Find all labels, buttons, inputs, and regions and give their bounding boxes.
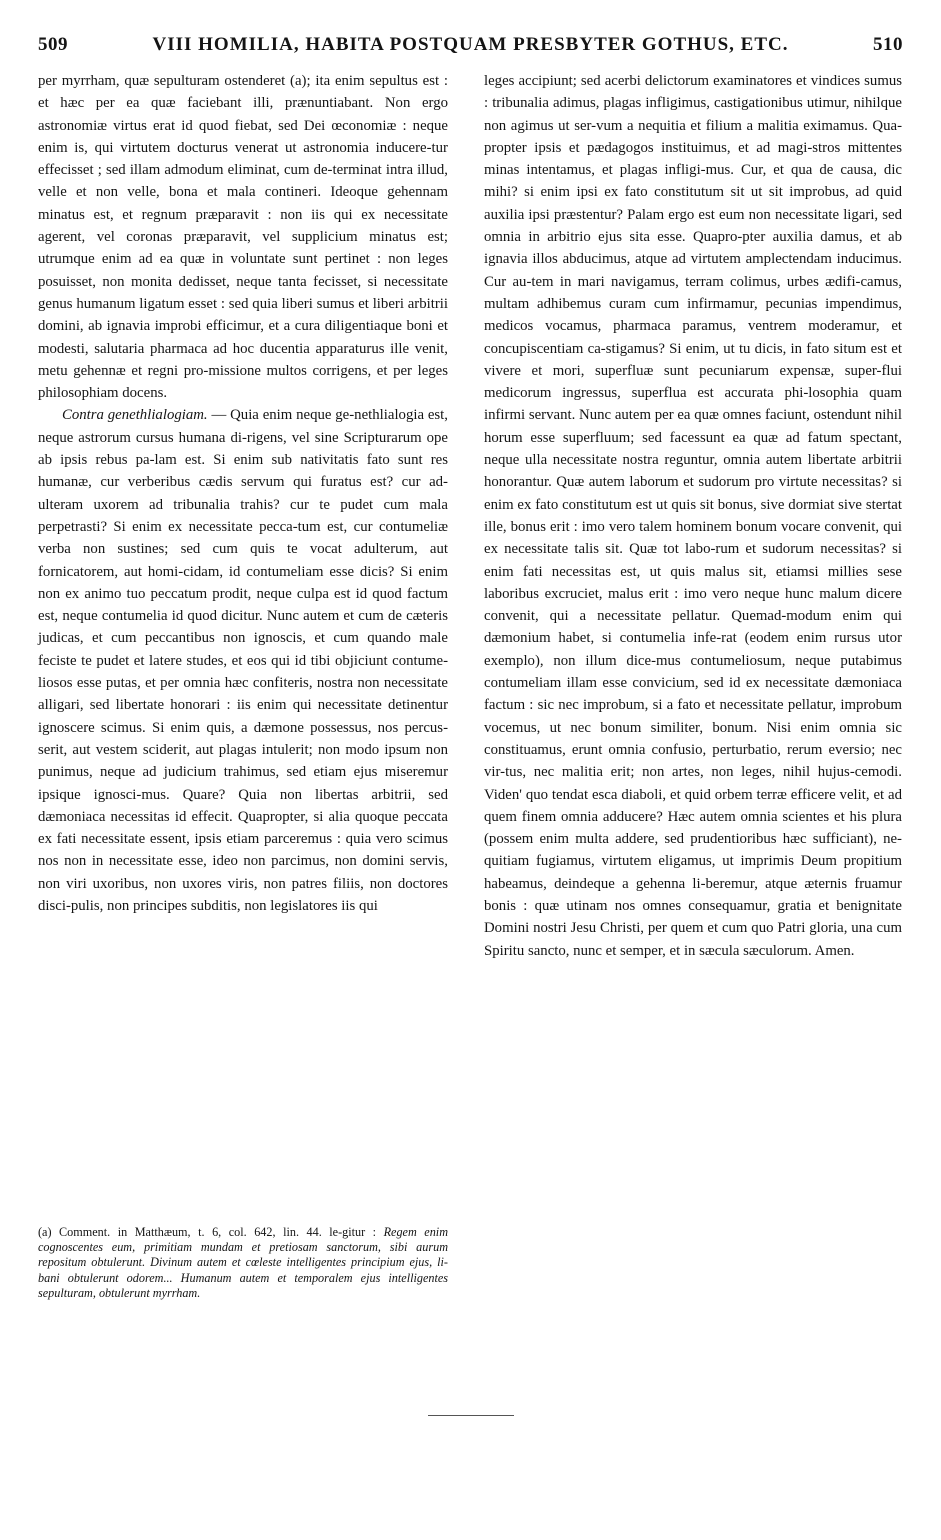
left-column: [38, 70, 448, 917]
paragraph: [38, 404, 448, 917]
paragraph: leges accipiunt; sed acerbi delictorum examinatores et vindices sumus : tribunalia adimus, plagas infligimus, castigationibus utimur, nihilque non agimus ut ser-vum a nequitia et filium a malitia eximamus. Qua-propter ipsis et pædagogos instituimus, et ad magi-stros mittentes minas intentamus, et plagas infligi-mus. Cur, et qua de causa, dic mihi? si enim ipsi ex fato constitutum sit ut sit improbus, ad quid auxilia ipsi præstentur? Palam ergo est eum non necessitate ligari, sed omnia in arbitrio ejus sita esse. Quapro-pter auxilia damus, et ab ignavia illos abducimus, atque ad virtutem amplectendam inducimus. Cur au-tem in mari navigamus, terram colimus, urbes ædifi-camus, multam adhibemus curam cum infirmamur, pecunias impendimus, medicos vocamus, pharmaca paramus, ventrem moderamur, et concupiscentiam ca-stigamus? Si enim, ut tu dicis, in fato situm est et vivere et mori, superfluæ sunt pecuniarum expensæ, super-flui medicorum ingressus, superflua est accurata phi-losophia quam infirmi servant. Nunc autem per ea quæ omnes faciunt, ostendunt nihil horum esse superfluum; sed facessunt ea quæ ad fatum spectant, neque ulla necessitate nostra reguntur, omnia autem libertate arbitrii honorantur. Quæ autem laborum et sudorum pro virtute necessitas? si enim ex fato constitutum est ut quis sit bonus, sive dormiat sive stertat ille, bonus erit : imo vero talem hominem bonum vocare convenit, qui ex necessitate talis sit. Quæ tot labo-rum et sudorum necessitas? si enim fati necessitas est, ut quis malus sit, etiamsi millies sese laboribus excruciet, malus erit : imo vero neque hunc malum dicere convenit, qui a necessitate pellatur. Quemad-modum enim qui dæmonium habet, si contumelia infe-rat (eodem enim rursus utor exemplo), non illum dice-mus contumeliosum, neque putabimus contumeliam illam esse convicium, sed id ex necessitate dæmoniaca factum : sic nec improbum, si a fato et necessitate pellatur, improbum vocemus, ut nec bonum similiter, bonum. Nisi enim omnia sic constituamus, erunt omnia confusio, perturbatio, rerum eversio; nec vir-tus, nec malitia erit; non artes, non leges, nihil hujus-cemodi. Viden' quo tendat esca diaboli, et quid orbem terræ efficere velit, et ad quem finem omnia adducere? Hæc autem omnia scientes et his plura (possem enim multa addere, sed prudentioribus hæc sufficiant), ne-quitiam fugiamus, virtutem eligamus, ut imprimis Deum propitium habeamus, deindeque a gehenna li-beremur, atque æternis fruamur bonis : quæ utinam nos omnes consequamur, gratia et benignitate Domini nostri Jesu Christi, per quem et cum quo Patri gloria, una cum Spiritu sancto, nunc et semper, et in sæcula sæculorum. Amen.: [484, 73, 902, 959]
end-rule: [428, 1415, 514, 1416]
page-number-right: 510: [873, 34, 903, 55]
paragraph: per myrrham, quæ sepulturam ostenderet (a); ita enim sepultus est : et hæc per ea quæ faciebant illi, prænuntiabant. Non ergo astronomiæ virtus erat id quod fiebat, sed Dei œconomiæ : neque enim is, qui virtutem docturus venerat ut astronomia inducere-tur effecisset ; sed illam admodum eliminat, cum de-terminat intra illud, velle et non velle, bona et mala contineri. Ideoque gehennam minatus est, et regnum præparavit : non iis qui ex necessitate agerent, vel coronas præparavit, vel supplicium minatus est; utrumque enim ad ea quæ in voluntate sunt pertinet : non leges posuisset, non monita dedisset, neque tanta fecisset, si necessitate genus humanum ligatum esset : sed quia liberi sumus et liberi arbitrii domini, ab ignavia improbi efficimur, et a cura diligentiaque boni et modesti, salutaria pharmaca ad hoc ducentia apparaturus ille venit, metu gehennæ et regni pro-missione multos corrigens, et per leges philosophiam docens.: [38, 73, 448, 402]
footnote-lead: (a) Comment. in Matthæum, t. 6, col. 642, lin. 44. le-gitur :: [38, 1225, 384, 1239]
running-title: VIII HOMILIA, HABITA POSTQUAM PRESBYTER GOTHUS, ETC.: [152, 34, 789, 55]
page-number-left: 509: [38, 34, 68, 55]
right-column: [484, 70, 902, 962]
running-header: [38, 34, 903, 64]
footnote: [38, 1225, 448, 1301]
paragraph-text: — Quia enim neque ge-nethlialogia est, neque astrorum cursus humana di-rigens, vel sine Scripturarum ope ab ipsis rebus pa-lam est. Si enim sub nativitatis fato sunt res humanæ, cur verberibus cædis servum qui furatus est? cur ad-ulteram uxorem ad tribunalia trahis? cur te pudet cum mala perpetrasti? Si enim ex necessitate pecca-tum est, cur contumeliæ verba non sustines; sed cum quis te vocat adulterum, aut fornicatorem, aut homi-cidam, id contumeliam esse dicis? Si enim non ex animo tuo peccatum prodit, neque culpa est id quod factum est, neque contumelia id quod dicitur. Nunc autem et cum de cæteris judicas, et cum peccantibus non ignoscis, et cum quando male feciste te pudet et latere studes, et eos qui id tibi objiciunt contume-liosos esse putas, et per omnia hæc confiteris, nostra non necessitate alligari, sed libertate honorari : iis enim qui necessitate detinentur ignoscere scimus. Si enim quis, a dæmone possessus, nos percus-serit, aut vestem sciderit, aut plagas intulerit; non modo ipsum non punimus, neque ad judicium trahimus, sed etiam ejus miseremur ipsique ignosci-mus. Quare? Quia non libertas arbitrii, sed dæmoniaca necessitas id effecit. Quapropter, si alia quoque peccata ex fati necessitate essent, ipsis etiam parceremus : quia vero scimus nos non in necessitate esse, ideo non parcimus, non domini servis, non viri uxoribus, non uxores viris, non patres filiis, non doctores disci-pulis, non principes subditis, non legislatores iis qui: [38, 407, 448, 914]
footnote-text: Regem enim cognoscentes eum, primitiam mundam et pretiosam sanctorum, sibi aurum repositum obtulerunt. Divinum autem et cœleste intelligentes principium ejus, li-bani obtulerunt odorem... Humanum autem et temporalem ejus intelligentes sepulturam, obtulerunt myrrham.: [38, 1225, 448, 1300]
section-heading: Contra genethlialogiam.: [62, 407, 208, 424]
